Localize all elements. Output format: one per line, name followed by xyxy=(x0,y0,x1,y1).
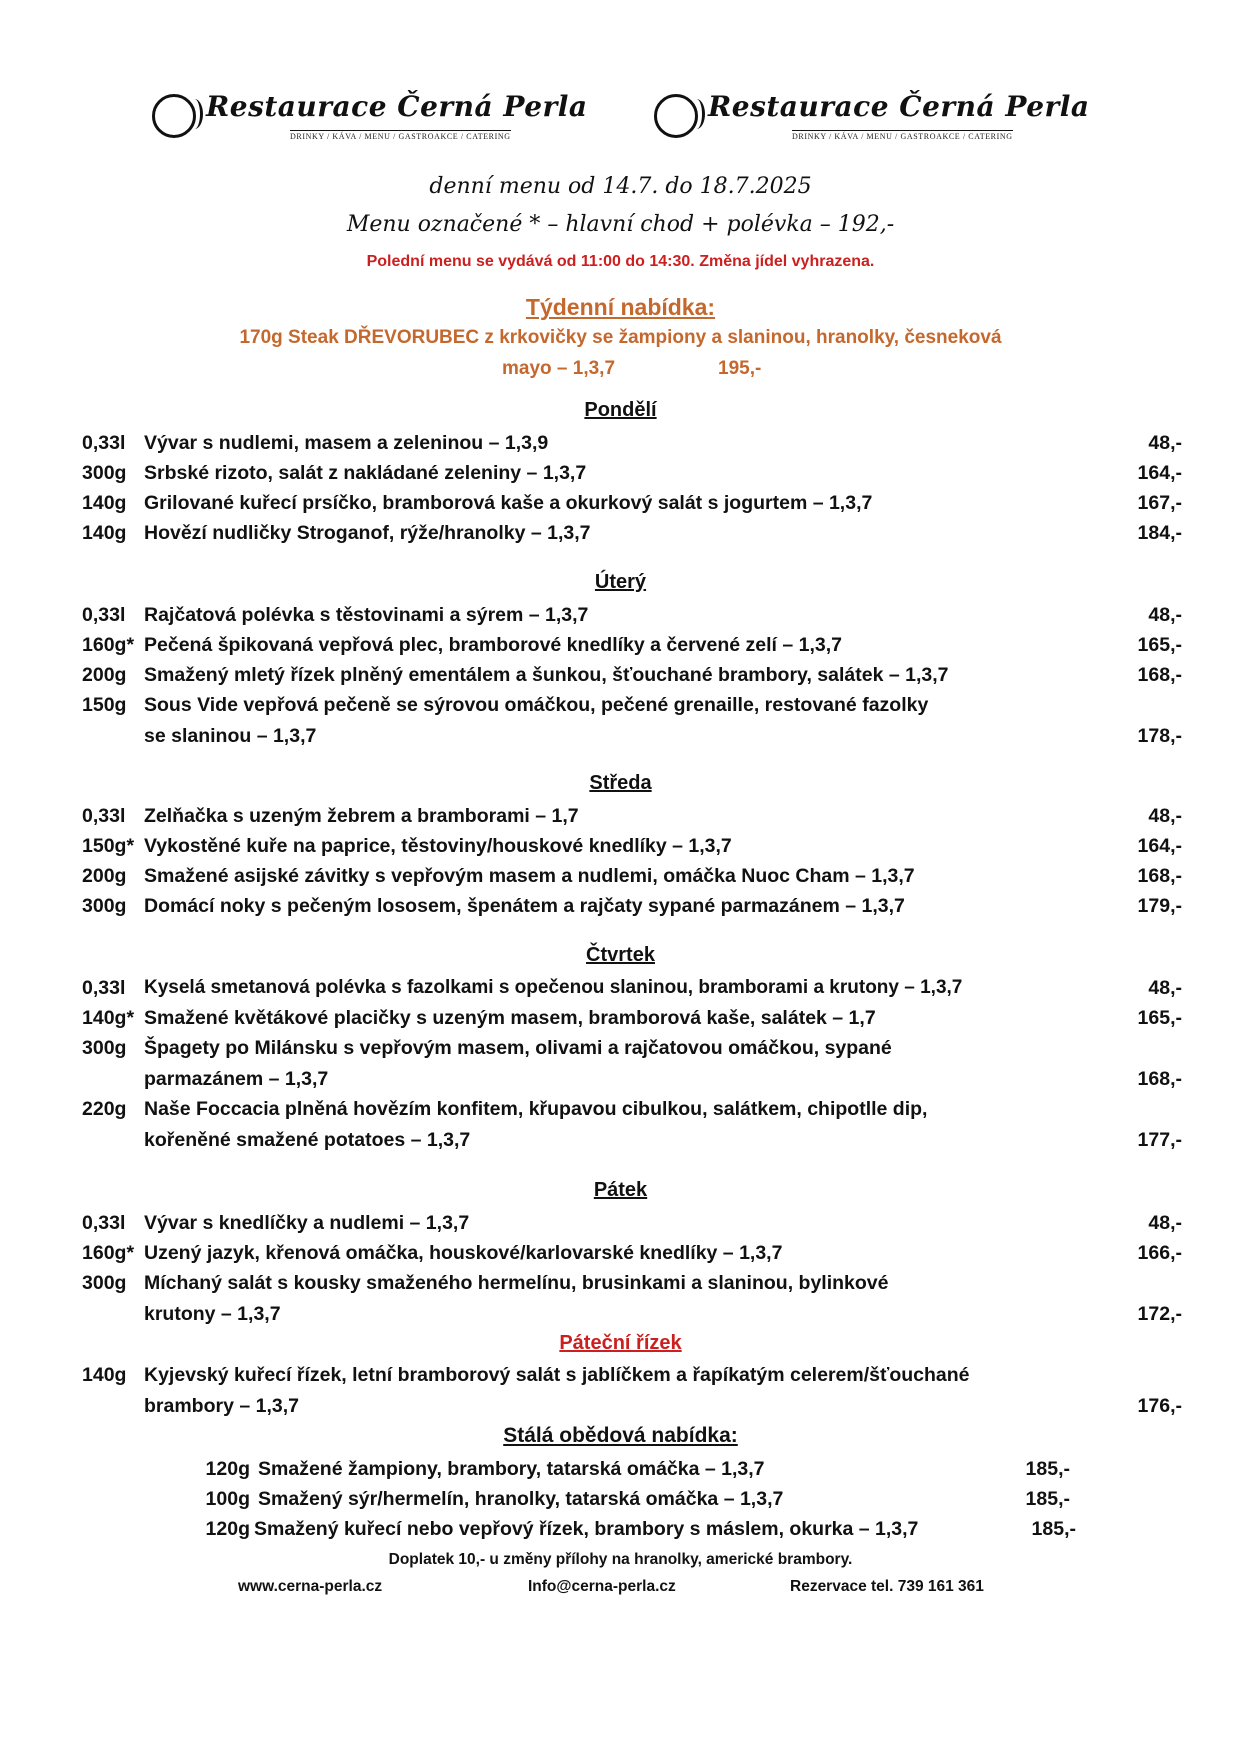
item-qty: 200g xyxy=(82,865,127,887)
item-qty: 120g xyxy=(205,1518,250,1540)
item-dish: Zelňačka s uzeným žebrem a bramborami – 1,7 xyxy=(144,805,579,827)
item-price: 165,- xyxy=(1137,1007,1182,1029)
item-dish-continued: kořeněné smažené potatoes – 1,3,7 xyxy=(144,1129,471,1151)
day-heading-thursday: Čtvrtek xyxy=(586,944,655,966)
item-price: 48,- xyxy=(1148,432,1182,454)
weekly-dish-line2: mayo – 1,3,7 xyxy=(502,358,616,379)
header-logos xyxy=(0,84,1241,144)
logo-name: Restaurace Černá Perla xyxy=(206,90,588,123)
item-qty: 0,33l xyxy=(82,1212,126,1234)
day-heading-tuesday: Úterý xyxy=(594,571,647,593)
item-qty: 220g xyxy=(82,1098,127,1120)
item-dish: Kyjevský kuřecí řízek, letní bramborový salát s jablíčkem a řapíkatým celerem/šťouchané xyxy=(144,1364,970,1386)
item-qty: 0,33l xyxy=(82,805,126,827)
item-price: 165,- xyxy=(1137,634,1182,656)
item-dish: Domácí noky s pečeným lososem, špenátem a rajčaty sypané parmazánem – 1,3,7 xyxy=(144,895,905,917)
weekly-dish-line1: 170g Steak DŘEVORUBEC z krkovičky se žampiony a slaninou, hranolky, česneková xyxy=(239,327,1002,348)
item-dish: Vývar s knedlíčky a nudlemi – 1,3,7 xyxy=(144,1212,470,1234)
standing-offer-heading: Stálá obědová nabídka: xyxy=(503,1424,738,1447)
item-dish: Míchaný salát s kousky smaženého hermelínu, brusinkami a slaninou, bylinkové xyxy=(144,1272,889,1294)
logo-tagline: DRINKY / KÁVA / MENU / GASTROAKCE / CATERING xyxy=(792,132,1013,141)
item-dish-continued: parmazánem – 1,3,7 xyxy=(144,1068,329,1090)
item-dish: Špagety po Milánsku s vepřovým masem, olivami a rajčatovou omáčkou, sypané xyxy=(144,1037,892,1059)
reservation-phone: Rezervace tel. 739 161 361 xyxy=(790,1578,984,1595)
item-qty: 160g* xyxy=(82,1242,135,1264)
item-dish: Smažené žampiony, brambory, tatarská omáčka – 1,3,7 xyxy=(258,1458,765,1480)
item-dish-continued: brambory – 1,3,7 xyxy=(144,1395,299,1417)
item-price: 48,- xyxy=(1148,805,1182,827)
pearl-icon xyxy=(152,94,196,138)
weekly-price: 195,- xyxy=(718,358,762,379)
day-heading-monday: Pondělí xyxy=(584,399,657,421)
item-dish: Rajčatová polévka s těstovinami a sýrem – 1,3,7 xyxy=(144,604,589,626)
item-qty: 150g* xyxy=(82,835,135,857)
item-price: 168,- xyxy=(1137,664,1182,686)
item-dish: Pečená špikovaná vepřová plec, bramborové knedlíky a červené zelí – 1,3,7 xyxy=(144,634,843,656)
item-qty: 0,33l xyxy=(82,604,126,626)
service-notice: Polední menu se vydává od 11:00 do 14:30. Změna jídel vyhrazena. xyxy=(366,253,875,270)
logo-tagline: DRINKY / KÁVA / MENU / GASTROAKCE / CATERING xyxy=(290,132,511,141)
item-dish: Naše Foccacia plněná hovězím konfitem, křupavou cibulkou, salátkem, chipotlle dip, xyxy=(144,1098,928,1120)
item-qty: 120g xyxy=(205,1458,250,1480)
item-dish: Smažené květákové placičky s uzeným masem, bramborová kaše, salátek – 1,7 xyxy=(144,1007,876,1029)
day-heading-wednesday: Středa xyxy=(589,772,652,794)
item-dish: Vývar s nudlemi, masem a zeleninou – 1,3,9 xyxy=(144,432,549,454)
pearl-icon xyxy=(654,94,698,138)
side-dish-note: Doplatek 10,- u změny přílohy na hranolky, americké brambory. xyxy=(388,1551,853,1568)
item-dish: Smažený mletý řízek plněný ementálem a šunkou, šťouchané brambory, salátek – 1,3,7 xyxy=(144,664,949,686)
item-price: 179,- xyxy=(1137,895,1182,917)
item-price: 166,- xyxy=(1137,1242,1182,1264)
item-price: 164,- xyxy=(1137,462,1182,484)
item-qty: 200g xyxy=(82,664,127,686)
friday-special-heading: Páteční řízek xyxy=(559,1332,682,1354)
item-dish: Uzený jazyk, křenová omáčka, houskové/karlovarské knedlíky – 1,3,7 xyxy=(144,1242,783,1264)
item-qty: 300g xyxy=(82,1037,127,1059)
item-price: 48,- xyxy=(1148,1212,1182,1234)
email-link[interactable]: Info@cerna-perla.cz xyxy=(528,1578,676,1595)
day-heading-friday: Pátek xyxy=(593,1179,648,1201)
item-qty: 300g xyxy=(82,895,127,917)
restaurant-logo xyxy=(652,84,1132,144)
item-price: 185,- xyxy=(1025,1458,1070,1480)
item-price: 177,- xyxy=(1137,1129,1182,1151)
restaurant-logo xyxy=(150,84,630,144)
item-price: 48,- xyxy=(1148,604,1182,626)
item-qty: 0,33l xyxy=(82,977,126,999)
item-price: 176,- xyxy=(1137,1395,1182,1417)
item-qty: 140g* xyxy=(82,1007,135,1029)
item-price: 185,- xyxy=(1031,1518,1076,1540)
item-qty: 140g xyxy=(82,522,127,544)
weekly-heading: Týdenní nabídka: xyxy=(525,294,716,320)
item-dish: Vykostěné kuře na paprice, těstoviny/houskové knedlíky – 1,3,7 xyxy=(144,835,732,857)
website-link[interactable]: www.cerna-perla.cz xyxy=(238,1578,383,1595)
item-qty: 300g xyxy=(82,1272,127,1294)
item-dish-continued: se slaninou – 1,3,7 xyxy=(144,725,317,747)
item-price: 164,- xyxy=(1137,835,1182,857)
logo-name: Restaurace Černá Perla xyxy=(708,90,1090,123)
item-qty: 300g xyxy=(82,462,127,484)
item-dish: Srbské rizoto, salát z nakládané zeleniny – 1,3,7 xyxy=(144,462,587,484)
item-dish: Smažené asijské závitky s vepřovým masem a nudlemi, omáčka Nuoc Cham – 1,3,7 xyxy=(144,865,915,887)
item-price: 168,- xyxy=(1137,1068,1182,1090)
item-dish: Smažený kuřecí nebo vepřový řízek, brambory s máslem, okurka – 1,3,7 xyxy=(254,1518,919,1540)
item-qty: 140g xyxy=(82,492,127,514)
combo-offer: Menu označené * – hlavní chod + polévka – 192,- xyxy=(346,212,895,237)
item-qty: 100g xyxy=(205,1488,250,1510)
item-dish: Kyselá smetanová polévka s fazolkami s opečenou slaninou, bramborami a krutony – 1,3,7 xyxy=(144,977,963,998)
item-price: 184,- xyxy=(1137,522,1182,544)
item-price: 178,- xyxy=(1137,725,1182,747)
item-dish: Grilované kuřecí prsíčko, bramborová kaše a okurkový salát s jogurtem – 1,3,7 xyxy=(144,492,873,514)
item-price: 48,- xyxy=(1148,977,1182,999)
menu-dates: denní menu od 14.7. do 18.7.2025 xyxy=(429,174,812,199)
item-price: 185,- xyxy=(1025,1488,1070,1510)
item-qty: 0,33l xyxy=(82,432,126,454)
item-price: 167,- xyxy=(1137,492,1182,514)
item-price: 168,- xyxy=(1137,865,1182,887)
item-dish-continued: krutony – 1,3,7 xyxy=(144,1303,281,1325)
item-qty: 160g* xyxy=(82,634,135,656)
item-qty: 150g xyxy=(82,694,127,716)
item-price: 172,- xyxy=(1137,1303,1182,1325)
item-qty: 140g xyxy=(82,1364,127,1386)
item-dish: Sous Vide vepřová pečeně se sýrovou omáčkou, pečené grenaille, restované fazolky xyxy=(144,694,929,716)
item-dish: Smažený sýr/hermelín, hranolky, tatarská omáčka – 1,3,7 xyxy=(258,1488,784,1510)
item-dish: Hovězí nudličky Stroganof, rýže/hranolky – 1,3,7 xyxy=(144,522,591,544)
